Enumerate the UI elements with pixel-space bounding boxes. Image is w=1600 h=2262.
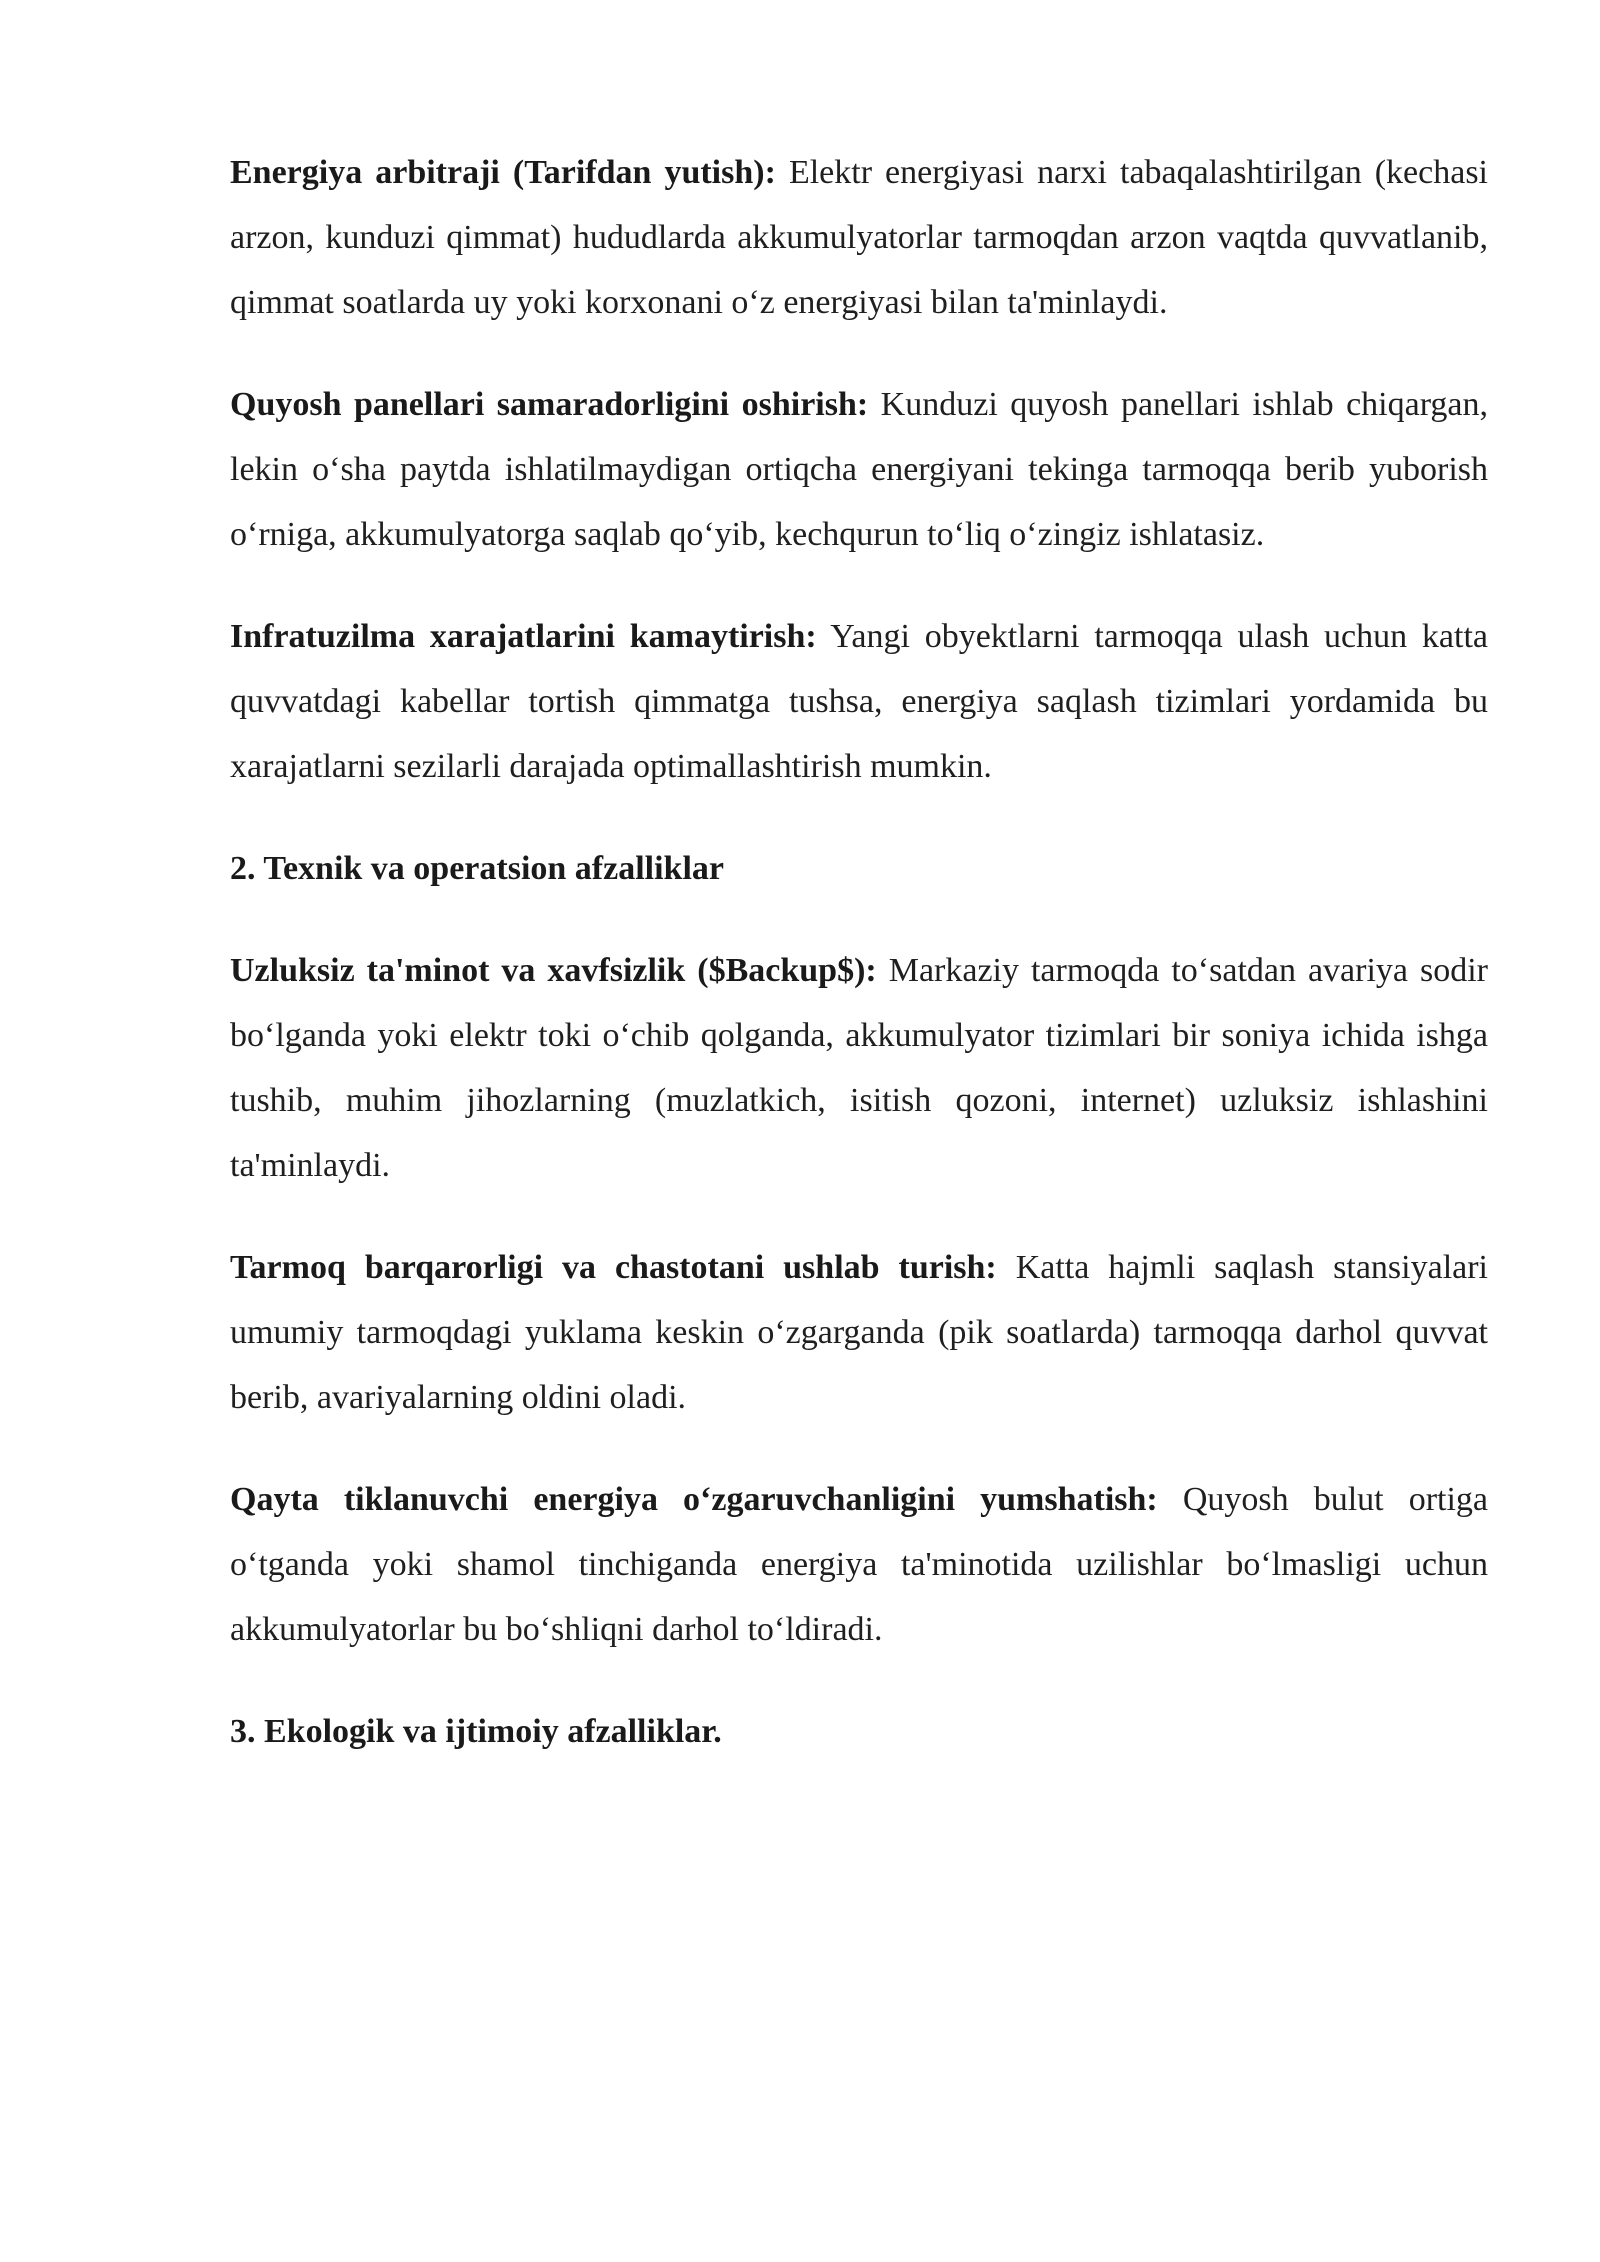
paragraph-infrastructure-costs: [230, 604, 1488, 799]
section-heading-technical: 2. Texnik va operatsion afzalliklar: [230, 850, 724, 887]
paragraph-lead: Energiya arbitraji (Tarifdan yutish):: [230, 154, 776, 191]
paragraph-lead: Quyosh panellari samaradorligini oshirish:: [230, 386, 869, 423]
paragraph-grid-stability: [230, 1235, 1488, 1430]
paragraph-lead: Qayta tiklanuvchi energiya oʻzgaruvchanligini yumshatish:: [230, 1481, 1158, 1518]
paragraph-text: Markaziy tarmoqda toʻsatdan avariya sodir boʻlganda yoki elektr toki oʻchib qolganda, akkumulyator tizimlari bir soniya ichida ishga tushib, muhim jihozlarning (muzlatkich, isitish qozoni, internet) uzluksiz ishlashini ta'minlaydi.: [230, 952, 1488, 1184]
paragraph-energy-arbitrage: [230, 140, 1488, 335]
paragraph-lead: Uzluksiz ta'minot va xavfsizlik ($Backup$):: [230, 952, 877, 989]
paragraph-text: Quyosh bulut ortiga oʻtganda yoki shamol tinchiganda energiya ta'minotida uzilishlar boʻlmasligi uchun akkumulyatorlar bu boʻshliqni darhol toʻldiradi.: [230, 1481, 1489, 1648]
paragraph-lead: Infratuzilma xarajatlarini kamaytirish:: [230, 618, 817, 655]
paragraph-text: Yangi obyektlarni tarmoqqa ulash uchun katta quvvatdagi kabellar tortish qimmatga tushsa, energiya saqlash tizimlari yordamida bu xarajatlarni sezilarli darajada optimallashtirish mumkin.: [230, 618, 1488, 785]
paragraph-renewable-smoothing: [230, 1467, 1488, 1662]
paragraph-backup: [230, 938, 1488, 1198]
paragraph-text: Kunduzi quyosh panellari ishlab chiqargan, lekin oʻsha paytda ishlatilmaydigan ortiqcha energiyani tekinga tarmoqqa berib yuborish oʻrniga, akkumulyatorga saqlab qoʻyib, kechqurun toʻliq oʻzingiz ishlatasiz.: [230, 386, 1488, 553]
paragraph-solar-efficiency: [230, 372, 1488, 567]
paragraph-text: Katta hajmli saqlash stansiyalari umumiy tarmoqdagi yuklama keskin oʻzgarganda (pik soatlarda) tarmoqqa darhol quvvat berib, avariyalarning oldini oladi.: [230, 1249, 1488, 1416]
document-page: [230, 140, 1488, 1801]
paragraph-lead: Tarmoq barqarorligi va chastotani ushlab turish:: [230, 1249, 997, 1286]
section-heading-ecological: 3. Ekologik va ijtimoiy afzalliklar.: [230, 1713, 722, 1750]
paragraph-text: Elektr energiyasi narxi tabaqalashtirilgan (kechasi arzon, kunduzi qimmat) hududlarda akkumulyatorlar tarmoqdan arzon vaqtda quvvatlanib, qimmat soatlarda uy yoki korxonani oʻz energiyasi bilan ta'minlaydi.: [230, 154, 1488, 321]
